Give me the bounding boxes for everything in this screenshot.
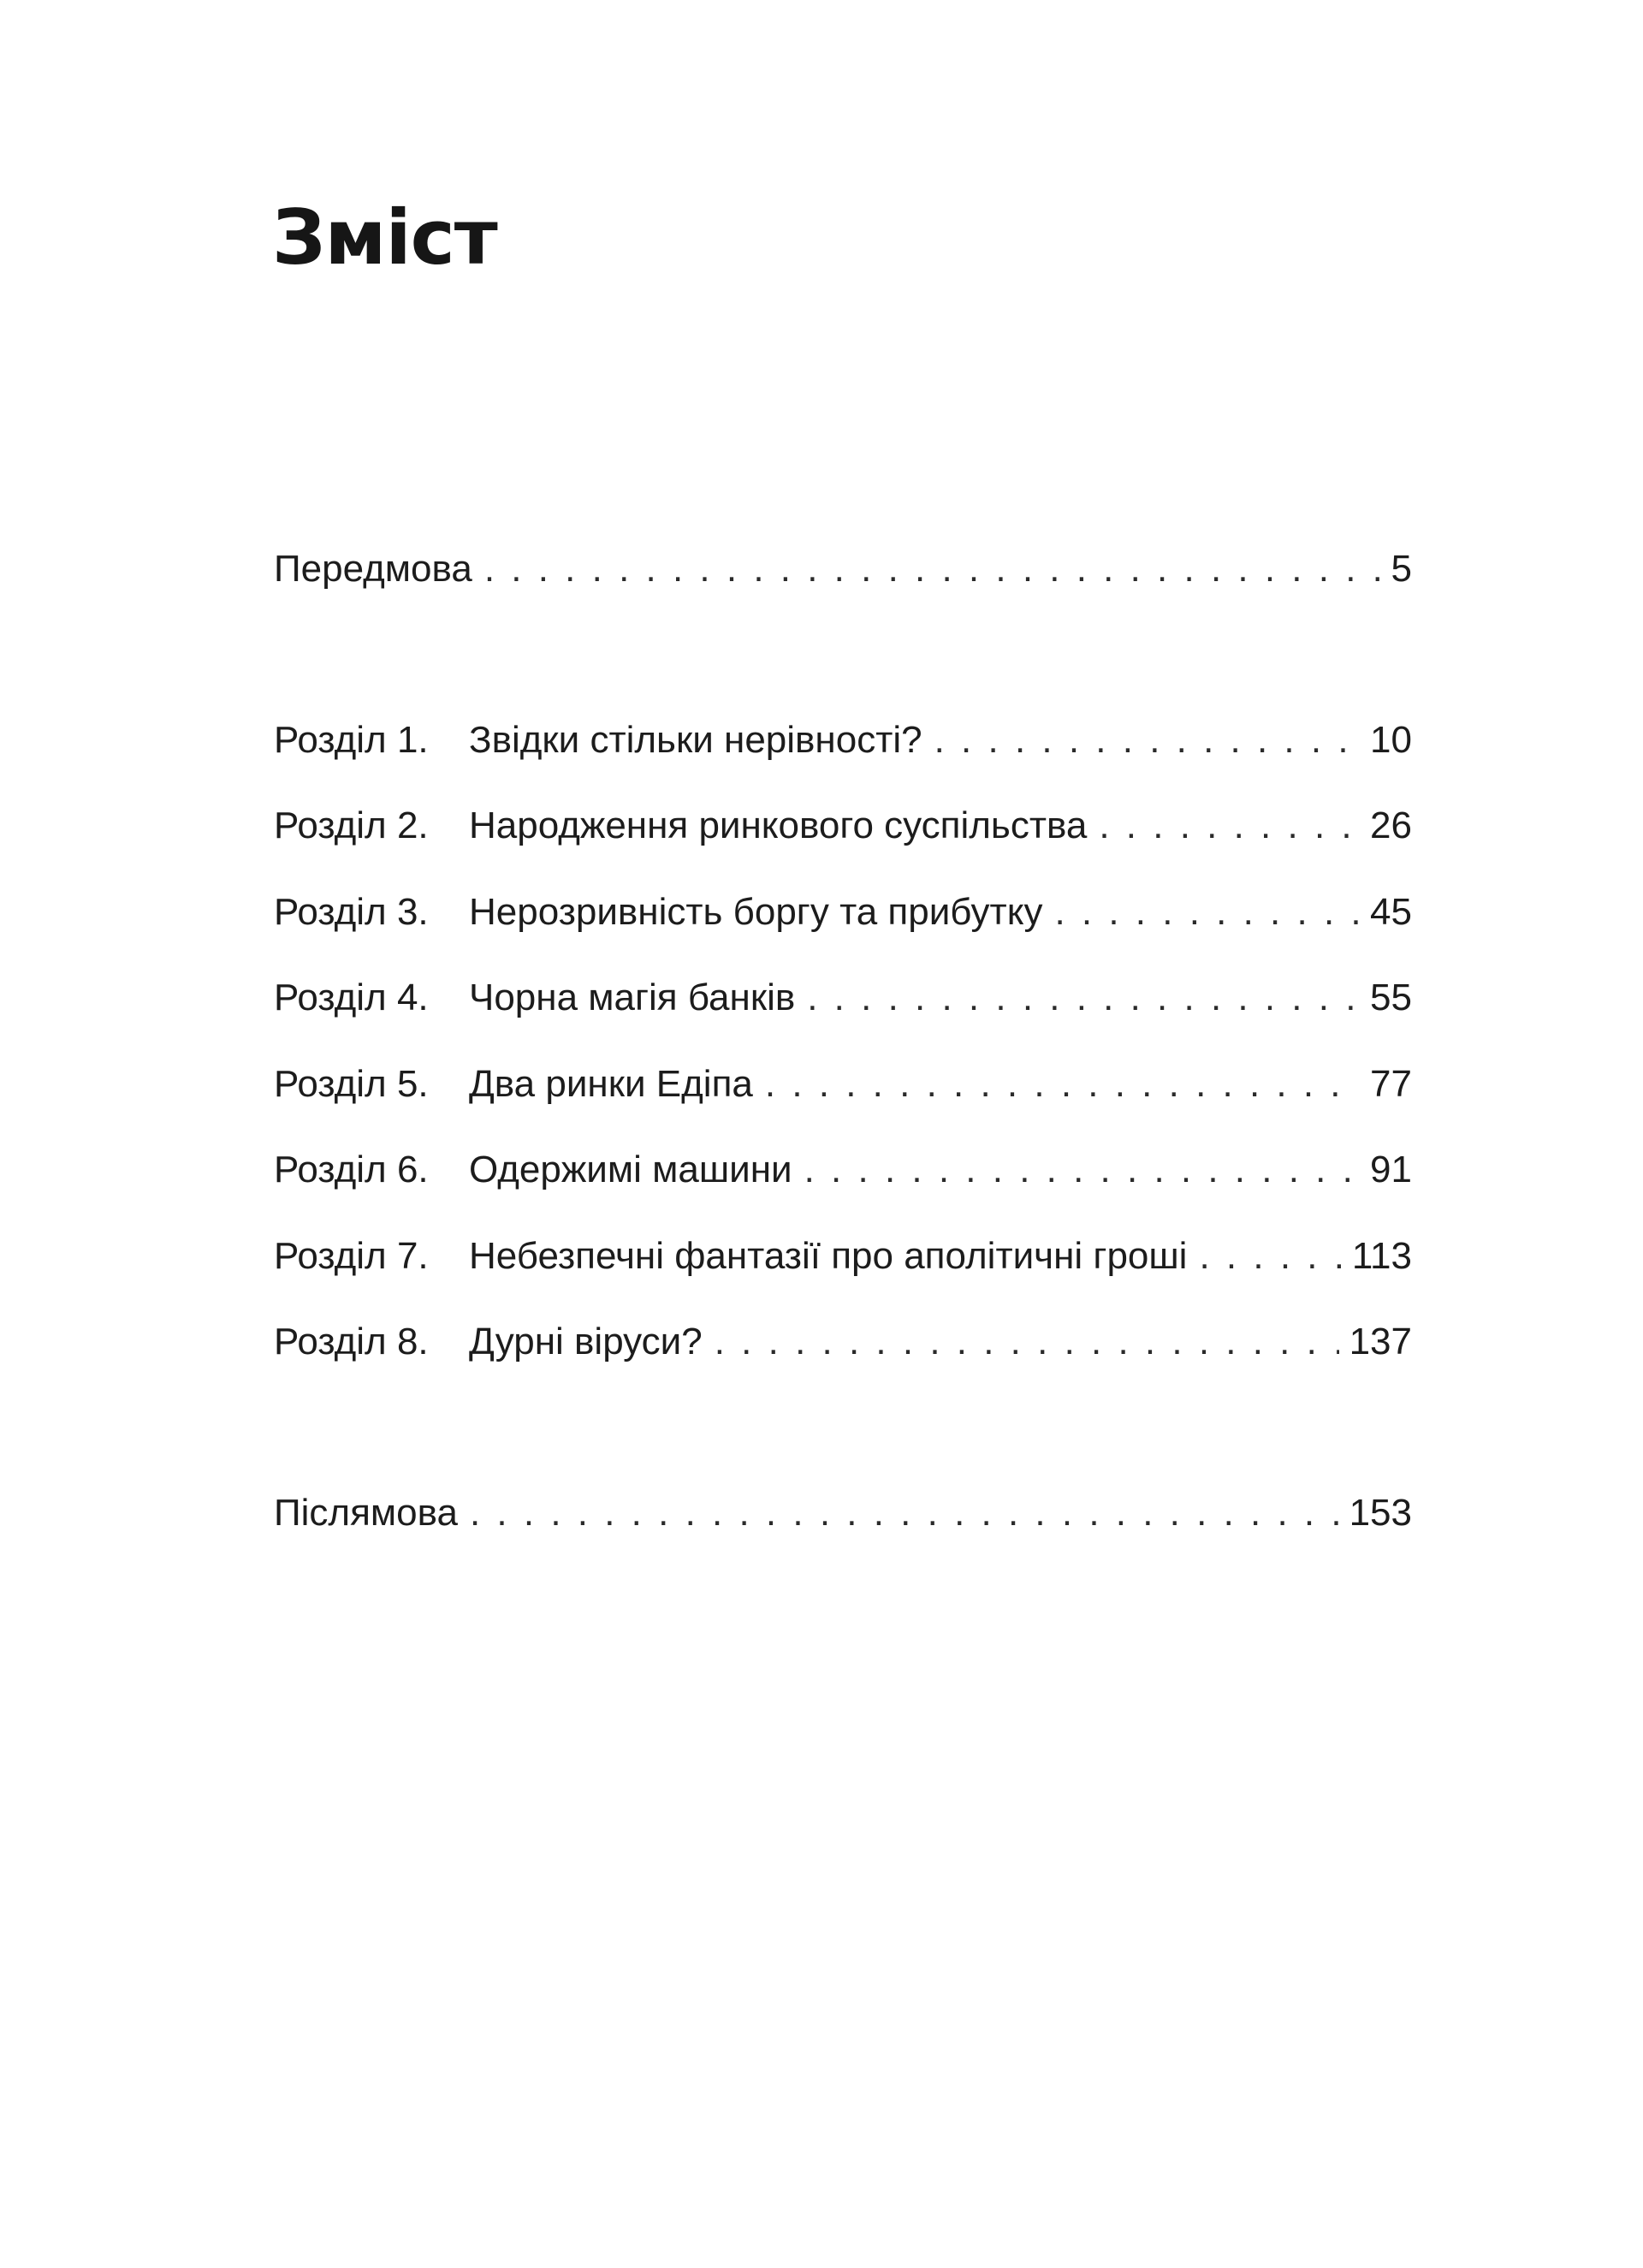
toc-chapter-number: Розділ 1.: [274, 719, 429, 761]
toc-chapter-title: Одержимі машини: [469, 1149, 792, 1190]
dot-leader: [715, 1312, 1339, 1372]
toc-chapter-number: Розділ 4.: [274, 977, 429, 1018]
toc-chapter-number: Розділ 7.: [274, 1235, 429, 1277]
toc-page-number: 77: [1370, 1063, 1412, 1105]
toc-entry-chapter-8: [274, 1312, 1412, 1372]
toc-entry-afterword: [274, 1483, 1412, 1543]
toc-page-number: 10: [1370, 719, 1412, 761]
toc-chapter-number: Розділ 5.: [274, 1063, 429, 1105]
dot-leader: [934, 710, 1360, 770]
toc-page-number: 153: [1349, 1492, 1412, 1534]
toc-entry-chapter-4: [274, 968, 1412, 1028]
dot-leader: [470, 1483, 1339, 1543]
toc-entry-chapter-7: [274, 1226, 1412, 1286]
toc-entry-chapter-6: [274, 1140, 1412, 1200]
toc-chapter-title: Небезпечні фантазії про аполітичні гроші: [469, 1235, 1188, 1277]
toc-page-number: 113: [1351, 1235, 1412, 1277]
toc-page-number: 45: [1370, 891, 1412, 933]
toc-entry-chapter-3: [274, 882, 1412, 942]
toc-page-number: 5: [1391, 548, 1412, 590]
toc-chapter-number: Розділ 6.: [274, 1149, 429, 1190]
toc-chapter-title: Дурні віруси?: [469, 1321, 703, 1363]
toc-entry-label: Передмова: [274, 548, 472, 590]
dot-leader: [807, 968, 1360, 1028]
toc-chapter-title: Чорна магія банків: [469, 977, 796, 1018]
toc-chapter-number: Розділ 2.: [274, 804, 429, 846]
toc-page-number: 26: [1370, 804, 1412, 846]
toc-entry-chapter-2: [274, 796, 1412, 856]
toc-page-number: 91: [1370, 1149, 1412, 1190]
dot-leader: [1099, 796, 1360, 856]
toc-chapter-title: Нерозривність боргу та прибутку: [469, 891, 1043, 933]
toc-entry-foreword: [274, 539, 1412, 599]
toc-chapter-number: Розділ 3.: [274, 891, 429, 933]
dot-leader: [804, 1140, 1360, 1200]
toc-page-number: 137: [1349, 1321, 1412, 1363]
dot-leader: [1199, 1226, 1341, 1286]
page-title: Зміст: [272, 193, 497, 282]
toc-chapter-title: Два ринки Едіпа: [469, 1063, 753, 1105]
toc-entry-chapter-1: [274, 710, 1412, 770]
toc-entry-label: Післямова: [274, 1492, 458, 1534]
toc-entry-chapter-5: [274, 1054, 1412, 1114]
toc-chapter-title: Народження ринкового суспільства: [469, 804, 1088, 846]
dot-leader: [484, 539, 1381, 599]
toc-chapter-title: Звідки стільки нерівності?: [469, 719, 922, 761]
dot-leader: [1054, 882, 1360, 942]
toc-chapter-number: Розділ 8.: [274, 1321, 429, 1363]
toc-page-number: 55: [1370, 977, 1412, 1018]
dot-leader: [765, 1054, 1360, 1114]
